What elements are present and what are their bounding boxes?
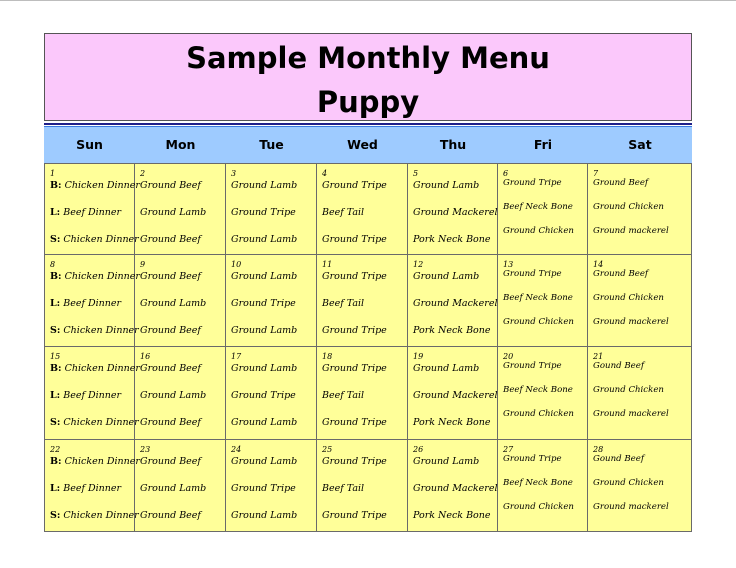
meal-text: Ground Tripe bbox=[322, 510, 387, 521]
day-cell bbox=[588, 347, 692, 440]
meal-breakfast bbox=[413, 363, 479, 374]
meal-text: Ground Tripe bbox=[503, 269, 562, 279]
meal-text: Gound Beef bbox=[593, 361, 645, 371]
day-number: 5 bbox=[413, 169, 419, 178]
day-number: 13 bbox=[503, 260, 514, 269]
day-header-wed: Wed bbox=[347, 137, 378, 152]
day-cell bbox=[317, 347, 408, 440]
meal-text: Pork Neck Bone bbox=[413, 510, 491, 521]
day-number: 24 bbox=[231, 445, 242, 454]
meal-lunch bbox=[322, 207, 364, 218]
meal-text: Ground mackerel bbox=[593, 502, 669, 512]
day-number: 10 bbox=[231, 260, 242, 269]
meal-breakfast bbox=[413, 180, 479, 191]
meal-text: Ground Chicken bbox=[503, 409, 574, 419]
meal-text: Ground Lamb bbox=[140, 298, 207, 309]
meal-supper bbox=[593, 409, 669, 419]
meal-label: S: bbox=[50, 234, 61, 245]
meal-breakfast bbox=[322, 180, 387, 191]
meal-text: Ground Lamb bbox=[231, 271, 298, 282]
meal-supper bbox=[322, 417, 387, 428]
day-number: 14 bbox=[593, 260, 604, 269]
meal-supper bbox=[140, 417, 201, 428]
meal-supper bbox=[140, 234, 201, 245]
meal-breakfast bbox=[50, 180, 140, 191]
meal-text: Ground Lamb bbox=[231, 510, 298, 521]
page-subtitle: Puppy bbox=[316, 85, 420, 119]
meal-lunch bbox=[50, 390, 121, 401]
meal-supper bbox=[140, 325, 201, 336]
day-number: 2 bbox=[140, 169, 146, 178]
day-number: 22 bbox=[50, 445, 61, 454]
meal-text: Beef Neck Bone bbox=[503, 202, 573, 212]
meal-lunch bbox=[50, 483, 121, 494]
day-number: 8 bbox=[50, 260, 56, 269]
meal-breakfast bbox=[322, 271, 387, 282]
meal-supper bbox=[50, 325, 139, 336]
meal-breakfast bbox=[231, 180, 297, 191]
meal-supper bbox=[231, 417, 297, 428]
day-cell bbox=[44, 440, 140, 532]
day-cell bbox=[588, 255, 692, 347]
meal-lunch bbox=[322, 298, 364, 309]
meal-text: Ground Tripe bbox=[231, 390, 296, 401]
day-number: 7 bbox=[593, 169, 599, 178]
day-number: 3 bbox=[231, 169, 237, 178]
day-header-sun: Sun bbox=[76, 137, 103, 152]
week-row bbox=[44, 255, 692, 347]
meal-text: Chicken Dinner bbox=[64, 180, 140, 191]
day-header-sat: Sat bbox=[628, 137, 652, 152]
meal-supper bbox=[413, 325, 491, 336]
day-number: 27 bbox=[503, 445, 514, 454]
day-number: 9 bbox=[140, 260, 146, 269]
meal-label: L: bbox=[50, 483, 61, 494]
day-cell bbox=[588, 440, 692, 532]
day-number: 26 bbox=[413, 445, 424, 454]
day-cell bbox=[588, 164, 692, 255]
meal-breakfast bbox=[231, 456, 297, 467]
day-number: 18 bbox=[322, 352, 333, 361]
meal-lunch bbox=[322, 390, 364, 401]
meal-supper bbox=[231, 325, 297, 336]
meal-text: Ground Lamb bbox=[413, 271, 480, 282]
meal-text: Beef Tail bbox=[322, 390, 365, 401]
title-banner bbox=[44, 33, 692, 121]
meal-breakfast bbox=[140, 271, 201, 282]
day-number: 28 bbox=[593, 445, 604, 454]
meal-supper bbox=[50, 234, 139, 245]
day-cell bbox=[226, 347, 317, 440]
meal-supper bbox=[322, 510, 387, 521]
meal-text: Ground Tripe bbox=[322, 325, 387, 336]
meal-lunch bbox=[593, 293, 664, 303]
meal-text: Beef Tail bbox=[322, 207, 365, 218]
meal-supper bbox=[593, 317, 669, 327]
meal-lunch bbox=[593, 478, 664, 488]
meal-text: Beef Dinner bbox=[63, 207, 122, 218]
meal-label: S: bbox=[50, 510, 61, 521]
weekday-header bbox=[44, 127, 692, 163]
meal-text: Ground Tripe bbox=[322, 456, 387, 467]
day-number: 21 bbox=[593, 352, 604, 361]
meal-text: Ground Beef bbox=[140, 271, 201, 282]
day-header-tue: Tue bbox=[259, 137, 284, 152]
meal-lunch bbox=[413, 483, 497, 494]
day-cell bbox=[498, 164, 588, 255]
day-cell bbox=[135, 347, 226, 440]
meal-text: Ground mackerel bbox=[593, 226, 669, 236]
meal-lunch bbox=[503, 478, 573, 488]
meal-text: Ground Beef bbox=[593, 269, 649, 279]
day-cell bbox=[498, 347, 588, 440]
meal-breakfast bbox=[231, 363, 297, 374]
meal-lunch bbox=[413, 207, 497, 218]
meal-breakfast bbox=[503, 178, 562, 188]
meal-lunch bbox=[231, 207, 296, 218]
meal-breakfast bbox=[50, 363, 140, 374]
day-cell bbox=[498, 440, 588, 532]
day-cell bbox=[135, 255, 226, 347]
meal-text: Ground Chicken bbox=[593, 293, 664, 303]
meal-text: Ground Lamb bbox=[231, 180, 298, 191]
meal-text: Ground mackerel bbox=[593, 317, 669, 327]
meal-breakfast bbox=[503, 269, 562, 279]
meal-label: S: bbox=[50, 325, 61, 336]
meal-text: Ground Tripe bbox=[322, 234, 387, 245]
meal-lunch bbox=[231, 483, 296, 494]
meal-breakfast bbox=[322, 363, 387, 374]
meal-text: Ground mackerel bbox=[593, 409, 669, 419]
meal-supper bbox=[231, 510, 297, 521]
meal-label: L: bbox=[50, 390, 61, 401]
meal-text: Gound Beef bbox=[593, 454, 645, 464]
meal-breakfast bbox=[503, 361, 562, 371]
day-cell bbox=[226, 164, 317, 255]
meal-text: Ground Lamb bbox=[140, 483, 207, 494]
day-cell bbox=[498, 255, 588, 347]
meal-text: Pork Neck Bone bbox=[413, 417, 491, 428]
meal-text: Ground Chicken bbox=[593, 202, 664, 212]
meal-text: Chicken Dinner bbox=[63, 234, 139, 245]
meal-text: Beef Neck Bone bbox=[503, 478, 573, 488]
day-cell bbox=[44, 164, 140, 255]
day-number: 17 bbox=[231, 352, 242, 361]
meal-text: Ground Chicken bbox=[503, 317, 574, 327]
day-cell bbox=[226, 440, 317, 532]
meal-text: Ground Lamb bbox=[413, 180, 480, 191]
day-cell bbox=[135, 440, 226, 532]
day-number: 16 bbox=[140, 352, 151, 361]
meal-text: Ground Lamb bbox=[140, 207, 207, 218]
meal-text: Ground Beef bbox=[140, 456, 201, 467]
meal-supper bbox=[593, 226, 669, 236]
meal-text: Ground Tripe bbox=[322, 417, 387, 428]
meal-supper bbox=[503, 409, 574, 419]
day-number: 6 bbox=[503, 169, 509, 178]
meal-text: Chicken Dinner bbox=[63, 417, 139, 428]
meal-lunch bbox=[231, 298, 296, 309]
day-cell bbox=[408, 255, 498, 347]
meal-text: Ground Chicken bbox=[503, 226, 574, 236]
meal-breakfast bbox=[50, 456, 140, 467]
meal-lunch bbox=[593, 202, 664, 212]
meal-breakfast bbox=[140, 180, 201, 191]
meal-supper bbox=[322, 234, 387, 245]
meal-text: Ground Beef bbox=[140, 234, 201, 245]
day-number: 25 bbox=[322, 445, 333, 454]
meal-text: Ground Tripe bbox=[231, 298, 296, 309]
meal-lunch bbox=[322, 483, 364, 494]
meal-lunch bbox=[140, 390, 206, 401]
meal-text: Ground Beef bbox=[140, 363, 201, 374]
day-cell bbox=[317, 440, 408, 532]
meal-lunch bbox=[593, 385, 664, 395]
meal-text: Beef Neck Bone bbox=[503, 385, 573, 395]
meal-supper bbox=[593, 502, 669, 512]
meal-label: L: bbox=[50, 298, 61, 309]
meal-lunch bbox=[413, 298, 497, 309]
day-number: 20 bbox=[503, 352, 514, 361]
meal-text: Ground Tripe bbox=[503, 454, 562, 464]
meal-supper bbox=[140, 510, 201, 521]
day-cell bbox=[44, 255, 140, 347]
meal-lunch bbox=[140, 483, 206, 494]
meal-text: Ground Beef bbox=[140, 510, 201, 521]
top-rule bbox=[0, 0, 736, 1]
meal-text: Ground Mackerel bbox=[413, 298, 498, 309]
meal-text: Chicken Dinner bbox=[64, 363, 140, 374]
meal-text: Ground Chicken bbox=[503, 502, 574, 512]
meal-lunch bbox=[140, 298, 206, 309]
meal-text: Ground Lamb bbox=[231, 456, 298, 467]
meal-supper bbox=[413, 234, 491, 245]
meal-breakfast bbox=[140, 456, 201, 467]
meal-breakfast bbox=[413, 456, 479, 467]
day-header-fri: Fri bbox=[533, 137, 553, 152]
day-number: 23 bbox=[140, 445, 151, 454]
week-row bbox=[44, 163, 692, 255]
meal-supper bbox=[322, 325, 387, 336]
meal-text: Ground Tripe bbox=[322, 180, 387, 191]
meal-breakfast bbox=[593, 269, 648, 279]
meal-text: Ground Mackerel bbox=[413, 390, 498, 401]
meal-text: Ground Lamb bbox=[231, 234, 298, 245]
meal-lunch bbox=[231, 390, 296, 401]
meal-text: Chicken Dinner bbox=[63, 325, 139, 336]
meal-text: Ground Chicken bbox=[593, 385, 664, 395]
meal-text: Ground Mackerel bbox=[413, 483, 498, 494]
meal-text: Beef Tail bbox=[322, 298, 365, 309]
meal-label: B: bbox=[50, 271, 62, 282]
day-cell bbox=[226, 255, 317, 347]
day-header-mon: Mon bbox=[165, 137, 196, 152]
meal-text: Ground Tripe bbox=[231, 207, 296, 218]
day-cell bbox=[317, 164, 408, 255]
day-number: 11 bbox=[322, 260, 333, 269]
meal-text: Pork Neck Bone bbox=[413, 325, 491, 336]
meal-breakfast bbox=[593, 454, 644, 464]
day-cell bbox=[44, 347, 140, 440]
meal-text: Ground Beef bbox=[140, 325, 201, 336]
meal-text: Ground Mackerel bbox=[413, 207, 498, 218]
meal-supper bbox=[413, 510, 491, 521]
meal-text: Beef Dinner bbox=[63, 483, 122, 494]
meal-label: S: bbox=[50, 417, 61, 428]
meal-text: Ground Tripe bbox=[503, 361, 562, 371]
meal-text: Ground Tripe bbox=[322, 271, 387, 282]
meal-text: Beef Dinner bbox=[63, 298, 122, 309]
meal-text: Ground Lamb bbox=[140, 390, 207, 401]
week-row bbox=[44, 347, 692, 440]
meal-lunch bbox=[50, 207, 121, 218]
meal-lunch bbox=[503, 293, 573, 303]
meal-supper bbox=[413, 417, 491, 428]
day-cell bbox=[317, 255, 408, 347]
meal-breakfast bbox=[140, 363, 201, 374]
meal-text: Ground Tripe bbox=[231, 483, 296, 494]
day-cell bbox=[408, 440, 498, 532]
meal-text: Ground Lamb bbox=[231, 325, 298, 336]
meal-breakfast bbox=[593, 361, 644, 371]
day-number: 19 bbox=[413, 352, 424, 361]
meal-breakfast bbox=[50, 271, 140, 282]
week-row bbox=[44, 440, 692, 532]
meal-breakfast bbox=[231, 271, 297, 282]
meal-text: Ground Lamb bbox=[231, 363, 298, 374]
meal-breakfast bbox=[413, 271, 479, 282]
meal-text: Chicken Dinner bbox=[64, 456, 140, 467]
page-title: Sample Monthly Menu bbox=[186, 41, 550, 75]
day-number: 15 bbox=[50, 352, 61, 361]
meal-supper bbox=[503, 317, 574, 327]
menu-calendar-grid bbox=[44, 163, 692, 532]
meal-text: Ground Beef bbox=[140, 417, 201, 428]
day-cell bbox=[135, 164, 226, 255]
meal-text: Ground Lamb bbox=[413, 456, 480, 467]
header-divider bbox=[44, 123, 692, 125]
meal-breakfast bbox=[593, 178, 648, 188]
day-number: 4 bbox=[322, 169, 328, 178]
meal-supper bbox=[503, 502, 574, 512]
day-number: 1 bbox=[50, 169, 56, 178]
meal-text: Beef Neck Bone bbox=[503, 293, 573, 303]
meal-text: Pork Neck Bone bbox=[413, 234, 491, 245]
meal-label: B: bbox=[50, 180, 62, 191]
meal-text: Ground Tripe bbox=[503, 178, 562, 188]
meal-lunch bbox=[503, 385, 573, 395]
meal-text: Ground Lamb bbox=[231, 417, 298, 428]
meal-lunch bbox=[140, 207, 206, 218]
meal-breakfast bbox=[503, 454, 562, 464]
meal-text: Ground Lamb bbox=[413, 363, 480, 374]
meal-text: Chicken Dinner bbox=[64, 271, 140, 282]
day-cell bbox=[408, 347, 498, 440]
day-number: 12 bbox=[413, 260, 424, 269]
meal-supper bbox=[50, 510, 139, 521]
meal-lunch bbox=[413, 390, 497, 401]
meal-text: Ground Tripe bbox=[322, 363, 387, 374]
meal-label: B: bbox=[50, 456, 62, 467]
meal-breakfast bbox=[322, 456, 387, 467]
meal-lunch bbox=[50, 298, 121, 309]
meal-text: Ground Chicken bbox=[593, 478, 664, 488]
meal-label: L: bbox=[50, 207, 61, 218]
day-header-thu: Thu bbox=[439, 137, 467, 152]
meal-lunch bbox=[503, 202, 573, 212]
meal-text: Ground Beef bbox=[593, 178, 649, 188]
meal-supper bbox=[231, 234, 297, 245]
meal-text: Beef Dinner bbox=[63, 390, 122, 401]
day-cell bbox=[408, 164, 498, 255]
meal-label: B: bbox=[50, 363, 62, 374]
meal-text: Beef Tail bbox=[322, 483, 365, 494]
meal-text: Ground Beef bbox=[140, 180, 201, 191]
meal-supper bbox=[503, 226, 574, 236]
meal-supper bbox=[50, 417, 139, 428]
meal-text: Chicken Dinner bbox=[63, 510, 139, 521]
